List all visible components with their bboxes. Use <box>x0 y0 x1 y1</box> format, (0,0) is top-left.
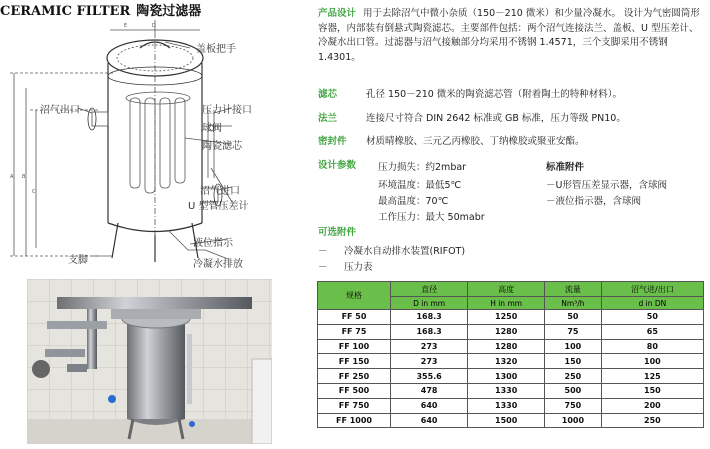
design-text: 用于去除沼气中微小杂质（150－210 微米）和少量冷凝水。 设计为气密圆筒形容器，内部装有倒悬式陶瓷滤芯。主要部件包括：两个沼气连接法兰、盖板、U 型压差计、冷凝水出口管。过滤器与沼气接触部分均采用不锈钢 1.4571，三个支脚采用不锈钢 1.4301。 <box>318 8 700 63</box>
col-subheader: H in mm <box>468 297 545 310</box>
cell-model: FF 1000 <box>318 413 391 428</box>
seal-text: 材质晴橡胶、三元乙丙橡胶、丁纳橡胶或聚亚安酯。 <box>366 136 585 147</box>
param-value: 最大 50mabr <box>425 212 485 223</box>
param-value: 约2mbar <box>425 162 467 173</box>
param-row <box>378 159 466 173</box>
cell: 478 <box>391 383 468 398</box>
dim-label-c: C <box>32 189 36 195</box>
cell: 50 <box>545 310 602 325</box>
title-zh: 陶瓷过滤器 <box>136 4 202 19</box>
params-label: 设计参数 <box>318 160 357 171</box>
col-header: 高度 <box>468 282 545 297</box>
cell: 1000 <box>545 413 602 428</box>
optional-item-text: 冷凝水自动排水装置(RIFOT) <box>344 246 466 257</box>
cell-model: FF 500 <box>318 383 391 398</box>
cell: 168.3 <box>391 310 468 325</box>
cell: 100 <box>601 354 703 369</box>
optional-item <box>318 243 465 257</box>
cell: 50 <box>601 310 703 325</box>
callout-gas-inlet: 沼气进口 <box>200 186 240 197</box>
cell: 273 <box>391 339 468 354</box>
cell: 1500 <box>468 413 545 428</box>
cell: 150 <box>601 383 703 398</box>
callout-drain: 冷凝水排放 <box>193 259 243 270</box>
cell-model: FF 150 <box>318 354 391 369</box>
dim-label-e: E <box>124 23 128 29</box>
cell: 1280 <box>468 339 545 354</box>
param-row <box>378 193 448 207</box>
cell: 125 <box>601 369 703 384</box>
cell: 250 <box>545 369 602 384</box>
param-value: 70℃ <box>425 196 449 207</box>
flange-label: 法兰 <box>318 113 338 124</box>
callout-gas-outlet: 沼气出口 <box>40 105 80 116</box>
design-label: 产品设计 <box>318 8 357 19</box>
spec-table <box>317 281 704 428</box>
cell-model: FF 50 <box>318 310 391 325</box>
table-row <box>318 324 704 339</box>
cell-model: FF 750 <box>318 398 391 413</box>
param-value: 最低5℃ <box>425 180 462 191</box>
callout-u-gauge: U 型管压差计 <box>188 201 249 212</box>
param-key: 最高温度： <box>378 196 426 207</box>
design-section <box>318 7 706 65</box>
title-en: CERAMIC FILTER <box>0 4 131 19</box>
col-header: 流量 <box>545 282 602 297</box>
table-row <box>318 354 704 369</box>
element-label: 滤芯 <box>318 89 338 100</box>
cell-model: FF 250 <box>318 369 391 384</box>
col-subheader: d in DN <box>601 297 703 310</box>
param-key: 环境温度： <box>378 180 426 191</box>
callout-level-indicator: 液位指示 <box>193 238 233 249</box>
table-row <box>318 369 704 384</box>
col-subheader: Nm³/h <box>545 297 602 310</box>
cell: 1330 <box>468 398 545 413</box>
installation-photo <box>27 279 272 444</box>
param-row <box>378 209 485 223</box>
cell-model: FF 100 <box>318 339 391 354</box>
cell: 200 <box>601 398 703 413</box>
element-section <box>318 88 622 102</box>
cell: 1330 <box>468 383 545 398</box>
cell: 65 <box>601 324 703 339</box>
cell: 500 <box>545 383 602 398</box>
col-subheader: D in mm <box>391 297 468 310</box>
optional-item <box>318 259 373 273</box>
dim-label-b: B <box>22 174 26 180</box>
col-header: 直径 <box>391 282 468 297</box>
element-text: 孔径 150－210 微米的陶瓷滤芯管（附着陶土的特种材料）。 <box>366 89 623 100</box>
col-header: 沼气进/出口 <box>601 282 703 297</box>
flange-section <box>318 112 626 126</box>
param-key: 工作压力： <box>378 212 426 223</box>
cell: 750 <box>545 398 602 413</box>
cell: 273 <box>391 354 468 369</box>
filter-diagram <box>0 18 310 276</box>
seal-label: 密封件 <box>318 136 347 147</box>
cell-model: FF 75 <box>318 324 391 339</box>
cell: 1280 <box>468 324 545 339</box>
cell: 355.6 <box>391 369 468 384</box>
cell: 75 <box>545 324 602 339</box>
cell: 80 <box>601 339 703 354</box>
cell: 168.3 <box>391 324 468 339</box>
optional-item-text: 压力表 <box>344 262 373 273</box>
std-accessory-item: －液位指示器，含球阀 <box>546 196 642 207</box>
cell: 1320 <box>468 354 545 369</box>
cell: 1250 <box>468 310 545 325</box>
std-accessory-item: －U形管压差显示器，含球阀 <box>546 180 667 191</box>
cell: 250 <box>601 413 703 428</box>
optional-label: 可选附件 <box>318 227 357 238</box>
table-row <box>318 339 704 354</box>
list-dash: － <box>318 262 328 273</box>
list-dash: － <box>318 246 328 257</box>
callout-cover-handle: 盖板把手 <box>196 44 236 55</box>
callout-pressure-port: 压力计接口 <box>202 105 252 116</box>
callout-ball-valve: 球阀 <box>202 123 222 134</box>
table-row <box>318 413 704 428</box>
dim-label-d: D <box>152 23 156 29</box>
table-row <box>318 383 704 398</box>
table-row <box>318 398 704 413</box>
callout-ceramic-element: 陶瓷滤芯 <box>202 141 242 152</box>
seal-section <box>318 135 585 149</box>
table-row <box>318 310 704 325</box>
cell: 640 <box>391 398 468 413</box>
cell: 1300 <box>468 369 545 384</box>
col-header-model: 规格 <box>318 282 391 310</box>
std-accessories-label: 标准附件 <box>546 162 585 173</box>
cell: 100 <box>545 339 602 354</box>
dim-label-a: A <box>10 174 14 180</box>
callout-feet: 支脚 <box>68 255 88 266</box>
flange-text: 连接尺寸符合 DIN 2642 标准或 GB 标准，压力等级 PN10。 <box>366 113 626 124</box>
cell: 150 <box>545 354 602 369</box>
param-key: 压力损失： <box>378 162 426 173</box>
cell: 640 <box>391 413 468 428</box>
param-row <box>378 177 461 191</box>
